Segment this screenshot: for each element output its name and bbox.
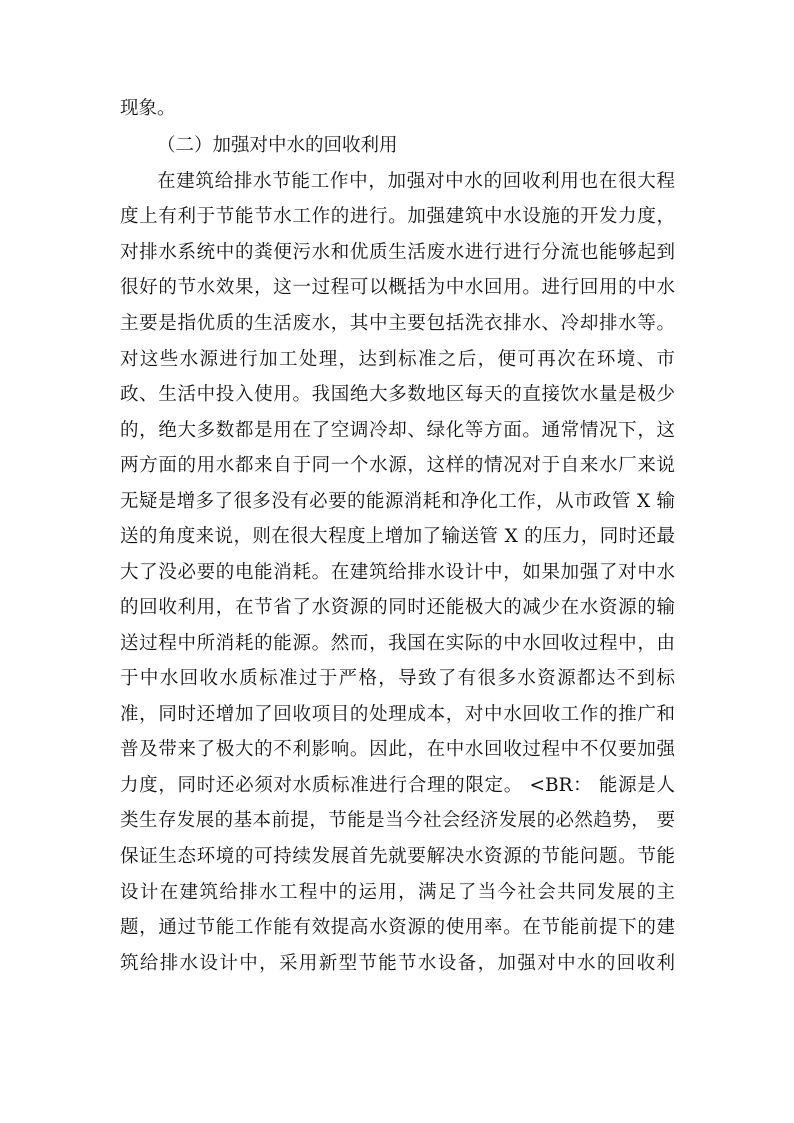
paragraph-line: 题，通过节能工作能有效提高水资源的使用率。在节能前提下的建 — [120, 917, 675, 938]
paragraph-line: 两方面的用水都来自于同一个水源，这样的情况对于自来水厂来说 — [120, 455, 675, 476]
paragraph-line: 送的角度来说，则在很大程度上增加了输送管 X 的压力，同时还最 — [120, 526, 675, 547]
paragraph-line: 对排水系统中的粪便污水和优质生活废水进行进行分流也能够起到 — [120, 242, 675, 263]
paragraph-line: 的，绝大多数都是用在了空调冷却、绿化等方面。通常情况下，这 — [120, 420, 675, 441]
paragraph-line: 普及带来了极大的不利影响。因此，在中水回收过程中不仅要加强 — [120, 739, 675, 760]
paragraph-line: 无疑是增多了很多没有必要的能源消耗和净化工作，从市政管 X 输 — [120, 491, 675, 512]
paragraph-line: 保证生态环境的可持续发展首先就要解决水资源的节能问题。节能 — [120, 846, 675, 867]
paragraph-line: 度上有利于节能节水工作的进行。加强建筑中水设施的开发力度， — [120, 206, 675, 227]
paragraph-line: 送过程中所消耗的能源。然而，我国在实际的中水回收过程中，由 — [120, 633, 675, 654]
paragraph-line: 政、生活中投入使用。我国绝大多数地区每天的直接饮水量是极少 — [120, 384, 675, 405]
paragraph-line: 对这些水源进行加工处理，达到标准之后，便可再次在环境、市 — [120, 349, 675, 370]
paragraph-line: 设计在建筑给排水工程中的运用，满足了当今社会共同发展的主 — [120, 882, 675, 903]
paragraph-line: 准，同时还增加了回收项目的处理成本，对中水回收工作的推广和 — [120, 704, 675, 725]
paragraph-line: 大了没必要的电能消耗。在建筑给排水设计中，如果加强了对中水 — [120, 562, 675, 583]
section-heading: （二）加强对中水的回收利用 — [157, 135, 398, 156]
paragraph-line: 于中水回收水质标准过于严格，导致了有很多水资源都达不到标 — [120, 668, 675, 689]
paragraph-line: 很好的节水效果，这一过程可以概括为中水回用。进行回用的中水 — [120, 277, 675, 298]
paragraph-line: 类生存发展的基本前提，节能是当今社会经济发展的必然趋势， 要 — [120, 810, 675, 831]
paragraph-line: 在建筑给排水节能工作中，加强对中水的回收利用也在很大程 — [157, 171, 675, 192]
paragraph-line: 力度，同时还必须对水质标准进行合理的限定。 <BR： 能源是人 — [120, 775, 675, 796]
paragraph-line: 主要是指优质的生活废水，其中主要包括洗衣排水、冷却排水等。 — [120, 313, 675, 334]
paragraph-line: 筑给排水设计中，采用新型节能节水设备，加强对中水的回收利 — [120, 953, 675, 974]
fragment-line: 现象。 — [120, 98, 176, 119]
paragraph-line: 的回收利用，在节省了水资源的同时还能极大的减少在水资源的输 — [120, 597, 675, 618]
